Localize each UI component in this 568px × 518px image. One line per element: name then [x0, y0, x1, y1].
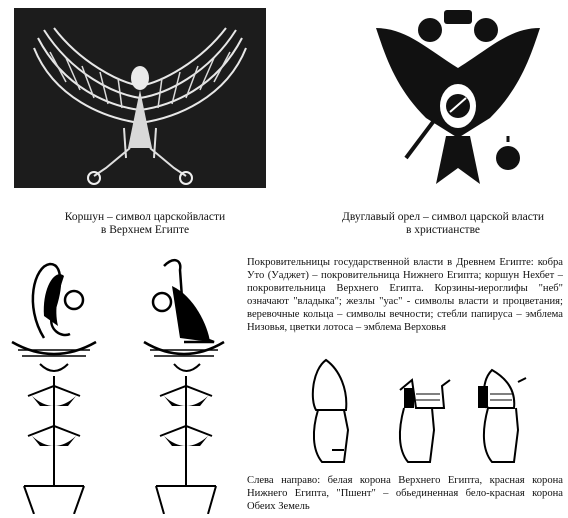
- kite-caption: Коршун – символ царскойвласти в Верхнем Египте: [64, 211, 226, 236]
- cobra-vulture-drawing: [4, 246, 240, 514]
- crowns-caption: Слева направо: белая корона Верхнего Египта, красная корона Нижнего Египта, "Пшент" – обьединенная бело-красная корона Обеих Земель: [247, 475, 563, 513]
- double-headed-eagle-image: [366, 8, 550, 188]
- patrons-paragraph: Покровительницы государственной власти в Древнем Египте: кобра Уто (Уаджет) – покровительница Нижнего Египта; коршун Нехбет – покровительница Верхнего Египта. Корзины-иероглифы "неб" означают "владыка"; жезлы "уас" - символы власти и процветания; веревочные кольца – символы вечности; стебли папируса – эмблема Низовья, цветки лотоса – эмблема Верховья: [247, 257, 563, 334]
- vulture-emblem-image: [14, 8, 266, 188]
- eagle-caption: Двуглавый орел – символ царской власти в христианстве: [341, 211, 545, 236]
- three-crowns-drawing: [292, 350, 552, 468]
